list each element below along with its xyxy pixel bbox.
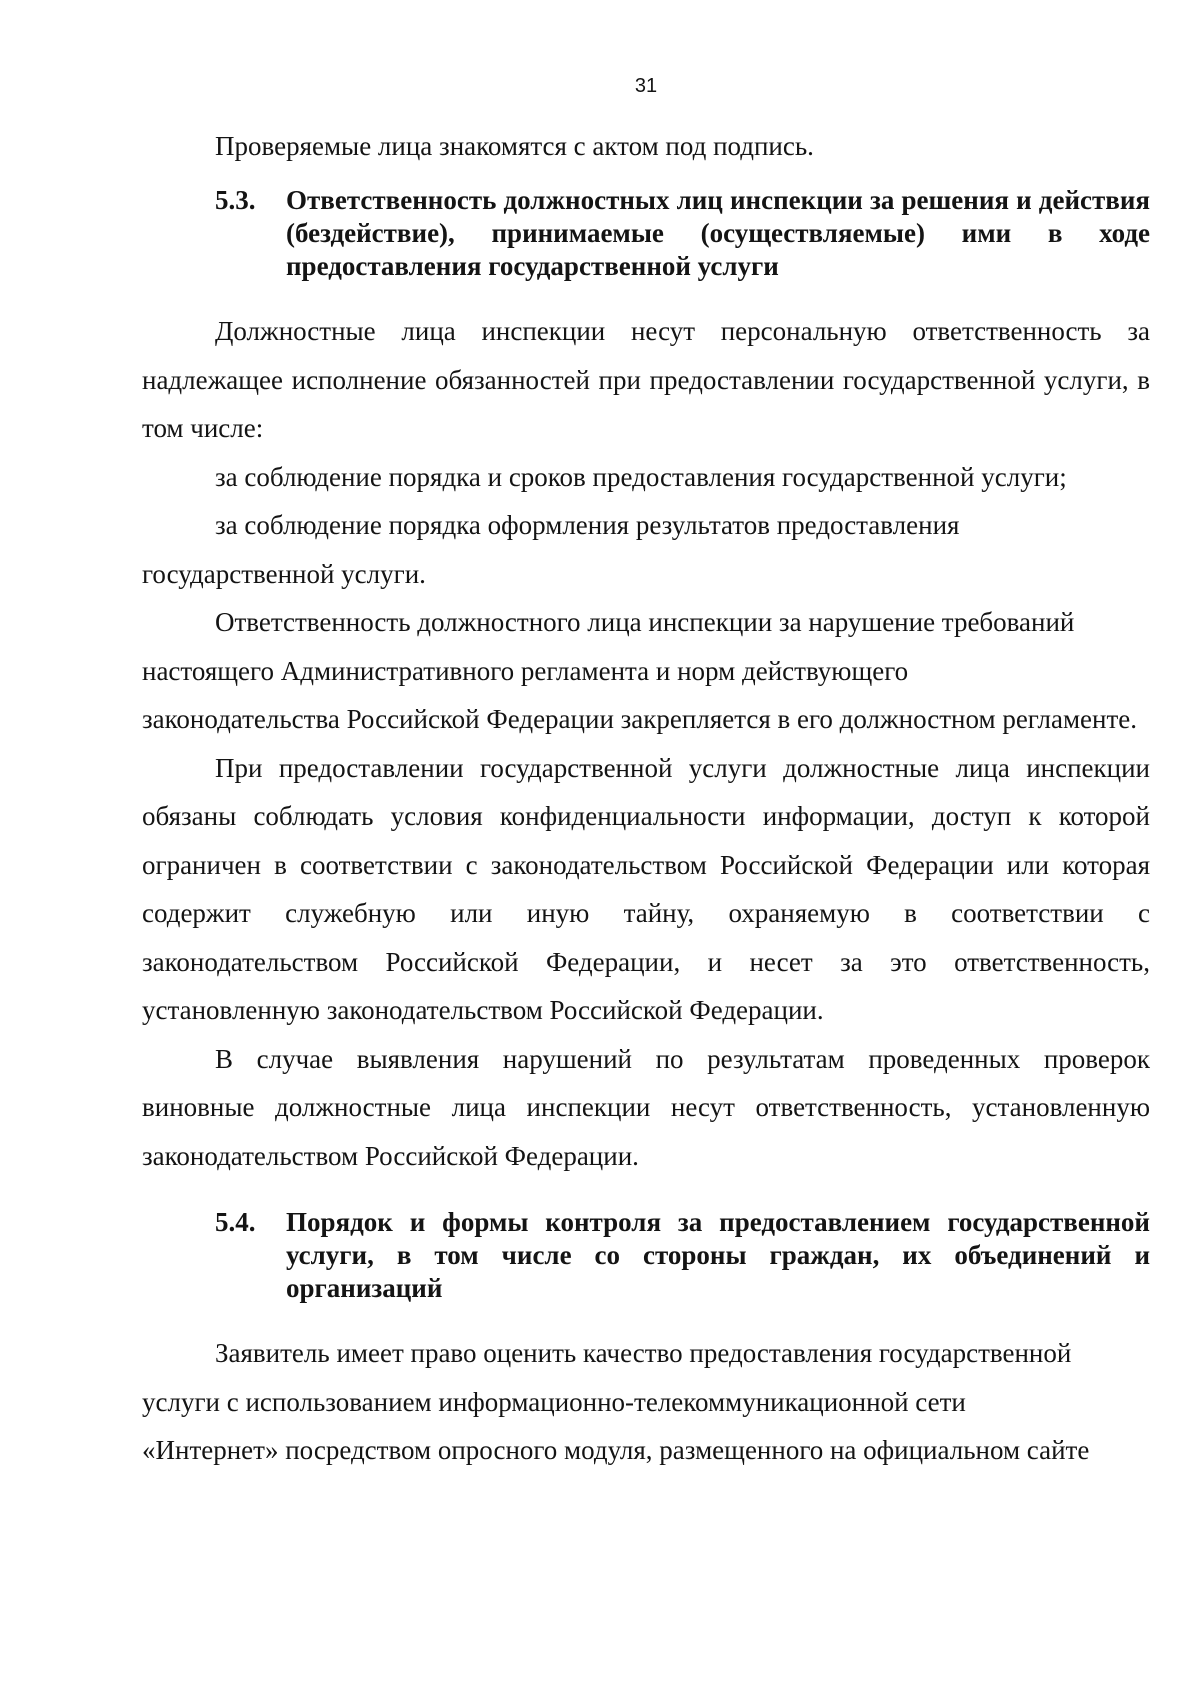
justified-line	[142, 501, 1150, 550]
word: Административного	[280, 655, 515, 686]
word: и	[655, 655, 671, 686]
word: предоставления	[776, 510, 960, 540]
paragraph-violations-liability: В случае выявления нарушений по результатам проведенных проверок виновные должностные лица инспекции несут ответственность, установленную законодательством Российской Федерации.	[142, 1043, 1150, 1171]
word: порядка	[388, 510, 481, 540]
section-number: 5.4.	[215, 1207, 256, 1237]
paragraph-applicant-rating	[142, 1329, 1150, 1475]
paragraph-tail: законодательства Российской Федерации закрепляется в его должностном регламенте.	[142, 704, 1138, 734]
word: сети	[915, 1386, 966, 1417]
word: действующего	[742, 655, 909, 686]
page-number: 31	[634, 75, 658, 97]
section-heading-5-3	[142, 184, 1150, 283]
justified-line	[142, 647, 1150, 696]
section-title: Порядок и формы контроля за предоставлением государственной услуги, в том числе со стороны граждан, их объединений и организаций	[286, 1207, 1150, 1303]
word: информационно-телекоммуникационной	[438, 1386, 909, 1417]
section-title: Ответственность должностных лиц инспекции за решения и действия (бездействие), принимаемые (осуществляемые) ими в ходе предоставления государственной услуги	[286, 185, 1150, 281]
word: соблюдение	[244, 510, 382, 540]
justified-line	[142, 1378, 1150, 1427]
section-number: 5.3.	[215, 185, 256, 215]
paragraph-violation-responsibility	[142, 598, 1150, 744]
word: норм	[677, 655, 736, 686]
paragraph-act-signature: Проверяемые лица знакомятся с актом под подпись.	[215, 131, 814, 161]
word: оформления	[487, 510, 630, 540]
word: использованием	[245, 1386, 432, 1417]
paragraph-tail: государственной услуги.	[142, 558, 426, 589]
document-body	[142, 122, 1150, 1475]
paragraph-list-item-order-terms: за соблюдение порядка и сроков предоставления государственной услуги;	[215, 461, 1067, 492]
word: услуги	[142, 1386, 220, 1417]
paragraph-first-line: Ответственность должностного лица инспекции за нарушение требований	[215, 607, 1075, 637]
paragraph-first-line: Заявитель имеет право оценить качество предоставления государственной	[215, 1338, 1072, 1368]
paragraph-confidentiality: При предоставлении государственной услуги должностные лица инспекции обязаны соблюдать условия конфиденциальности информации, доступ к которой ограничен в соответствии с законодательством Российской Федерации или которая содержит служебную или иную тайну, охраняемую в соответствии с законодательством Российской Федерации, и несет за это ответственность, установленную законодательством Российской Федерации.	[142, 752, 1150, 1025]
paragraph-last-line: «Интернет» посредством опросного модуля, размещенного на официальном сайте	[142, 1435, 1090, 1465]
paragraph-personal-responsibility: Должностные лица инспекции несут персональную ответственность за надлежащее исполнение обязанностей при предоставлении государственной услуги, в том числе:	[142, 316, 1150, 443]
word: с	[226, 1386, 239, 1417]
word: результатов	[635, 510, 770, 540]
word: настоящего	[142, 655, 274, 686]
section-heading-5-4	[142, 1206, 1150, 1305]
paragraph-list-item-results	[142, 501, 1150, 598]
word: регламента	[520, 655, 650, 686]
word: за	[215, 510, 238, 540]
